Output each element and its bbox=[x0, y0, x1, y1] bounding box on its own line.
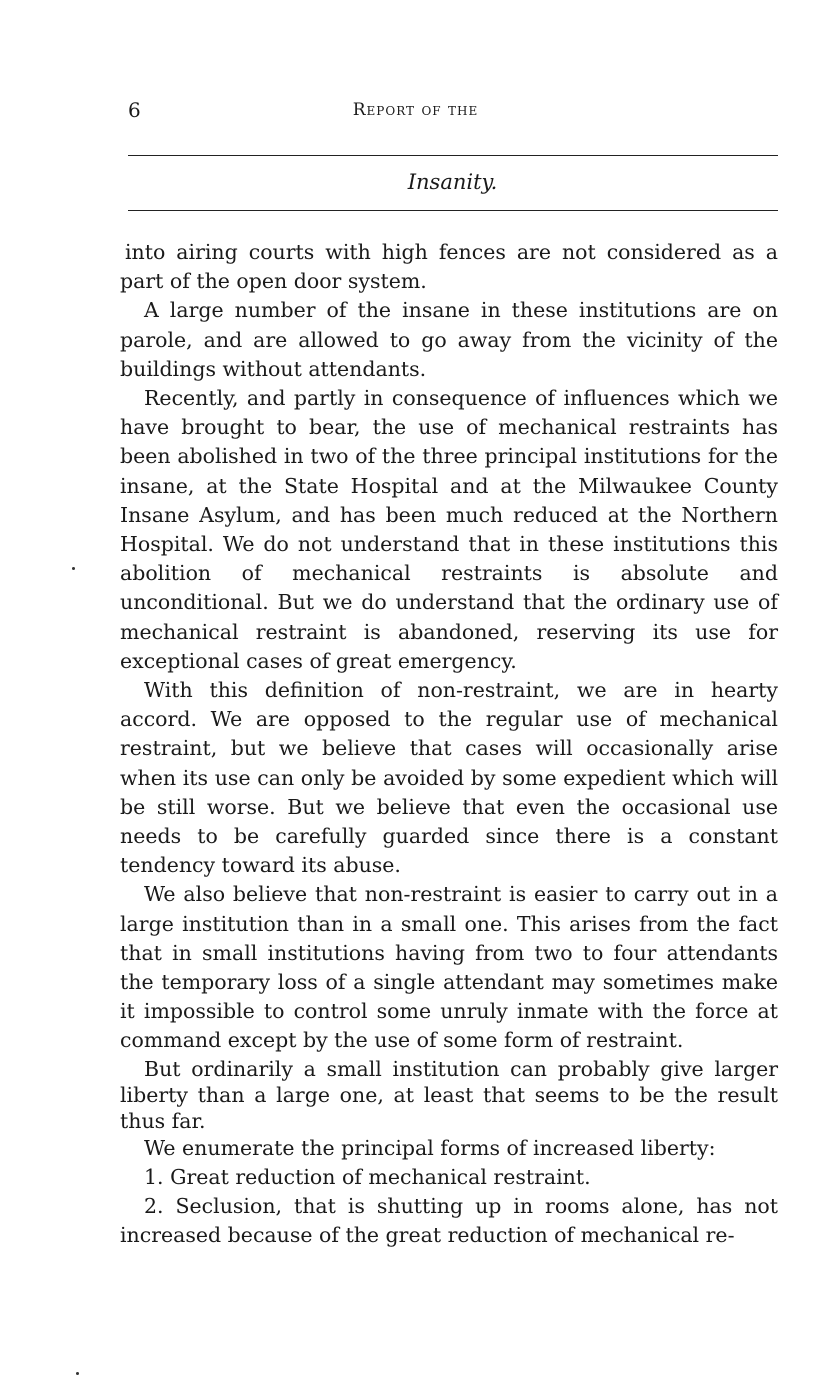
header-rule-bottom bbox=[128, 210, 778, 211]
paragraph: We also believe that non-restraint is easier to carry out in a large institution than in a small one. This arises from the fact that in small institutions having from two to four attendants the temporary loss of a single attendant may sometimes make it impossible to control some unruly inmate with the force at command except by the use of some form of restraint. bbox=[120, 882, 778, 1053]
list-item: We enumerate the principal forms of increased liberty: bbox=[144, 1135, 716, 1160]
page-number: 6 bbox=[128, 98, 141, 122]
section-title: Insanity. bbox=[407, 170, 498, 194]
paragraph: Recently, and partly in consequence of influences which we have brought to bear, the use of mechanical restraints has been abolished in two of the three principal institutions for the insane, at the State Hospital and at the Milwaukee County Insane Asylum, and has been much reduced at the Northern Hospital. We do not understand that in these institutions this abolition of mechanical restraints is absolute and unconditional. But we do understand that the ordinary use of mechanical restraint is abandoned, reserving its use for exceptional cases of great emergency. bbox=[120, 386, 778, 673]
list-item: 2. Seclusion, that is shutting up in rooms alone, has not increased because of the great reduction of mechanical re- bbox=[120, 1194, 778, 1248]
running-head: Report of the bbox=[352, 100, 479, 120]
header-rule-top bbox=[128, 155, 778, 156]
scan-speck bbox=[72, 567, 75, 570]
paragraph: But ordinarily a small institution can probably give larger liberty than a large one, at least that seems to be the result thus far. bbox=[120, 1056, 778, 1133]
list-item: 1. Great reduction of mechanical restraint. bbox=[144, 1164, 591, 1189]
scan-speck bbox=[76, 1372, 79, 1375]
body-text bbox=[120, 238, 778, 1251]
paragraph: A large number of the insane in these institutions are on parole, and are allowed to go away from the vicinity of the buildings without attendants. bbox=[120, 298, 778, 381]
paragraph: With this definition of non-restraint, we are in hearty accord. We are opposed to the regular use of mechanical restraint, but we believe that cases will occasionally arise when its use can only be avoided by some expedient which will be still worse. But we believe that even the occasional use needs to be carefully guarded since there is a constant tendency toward its abuse. bbox=[120, 678, 778, 878]
paragraph: into airing courts with high fences are not considered as a part of the open door system. bbox=[120, 240, 778, 294]
